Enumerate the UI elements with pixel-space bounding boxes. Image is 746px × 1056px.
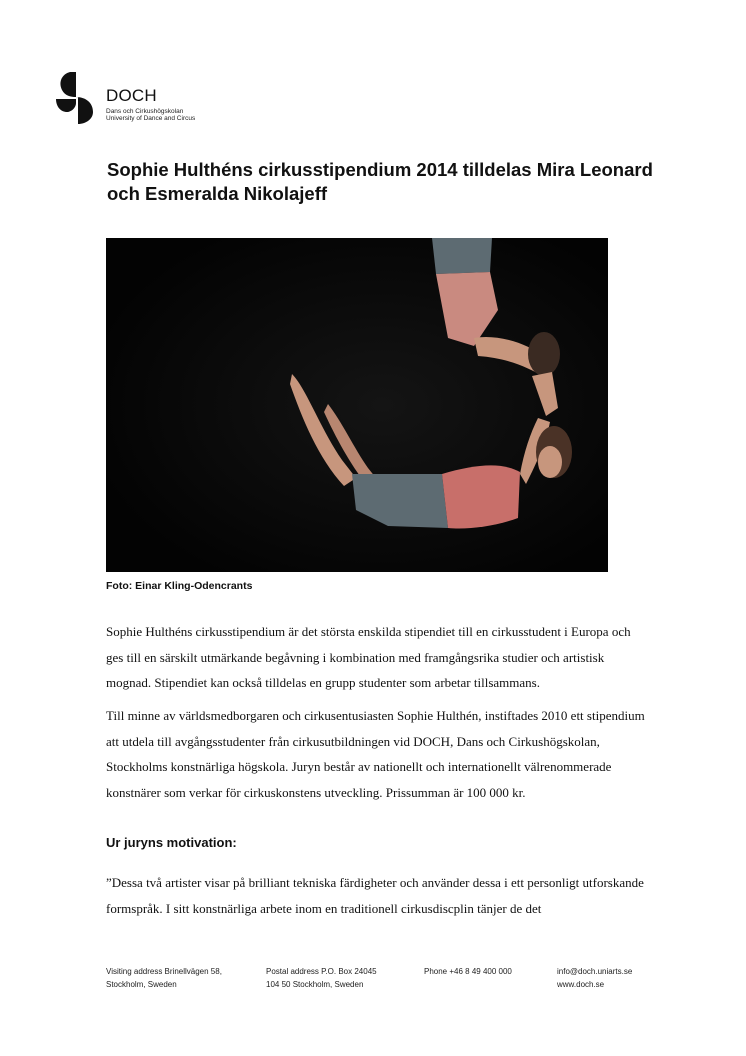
jury-quote: ”Dessa två artister visar på brilliant tekniska färdigheter och använder dessa i ett personligt utforskande formspråk. I sitt konstnärliga arbete inom en traditionell cirkusdiscplin tänjer de det	[106, 875, 644, 916]
logo-subtitle-line-1: Dans och Cirkushögskolan	[106, 108, 184, 115]
lower-flyer-shirt	[442, 465, 520, 528]
footer-visiting-line-1: Visiting address Brinellvägen 58,	[106, 967, 222, 976]
logo-subtitle	[106, 108, 195, 122]
doch-logo	[56, 70, 216, 126]
footer-postal-address	[266, 965, 377, 991]
logo-name: DOCH	[106, 86, 157, 105]
footer-visiting-line-2: Stockholm, Sweden	[106, 980, 177, 989]
page-title: Sophie Hulthéns cirkusstipendium 2014 tilldelas Mira Leonard och Esmeralda Nikolajeff	[107, 159, 653, 204]
footer-postal-line-2: 104 50 Stockholm, Sweden	[266, 980, 364, 989]
upper-flyer-shorts	[432, 238, 492, 274]
doch-logo-icon	[56, 70, 100, 126]
intro-paragraph: Sophie Hulthéns cirkusstipendium är det största enskilda stipendiet till en cirkusstudent i Europa och ges till en särskilt utmärkande begåvning i kombination med framgångsrika studier och artistisk mognad. Stipendiet kan också tilldelas en grupp studenter som arbetar tillsammans.	[106, 624, 631, 690]
logo-subtitle-line-2: University of Dance and Circus	[106, 115, 196, 122]
acrobats-photo	[106, 238, 608, 572]
photo-caption: Foto: Einar Kling-Odencrants	[106, 580, 253, 592]
footer-web-link[interactable]: www.doch.se	[557, 980, 605, 989]
section-heading: Ur juryns motivation:	[106, 835, 237, 850]
footer-postal-line-1: Postal address P.O. Box 24045	[266, 967, 377, 976]
history-paragraph: Till minne av världsmedborgaren och cirkusentusiasten Sophie Hulthén, instiftades 2010 ett stipendium att utdela till avgångsstudenter från cirkusutbildningen vid DOCH, Dans och Cirkushögskolan, Stockholms konstnärliga högskola. Juryn består av nationellt och internationellt välrenommerade konstnärer som verkar för cirkuskonstens utveckling. Prissumman är 100 000 kr.	[106, 708, 645, 800]
footer-visiting-address	[106, 965, 222, 991]
upper-flyer-hair	[528, 332, 560, 376]
footer-email-link[interactable]: info@doch.uniarts.se	[557, 967, 633, 976]
footer-phone	[424, 965, 512, 978]
footer-contact	[557, 965, 632, 991]
footer-phone-text: Phone +46 8 49 400 000	[424, 967, 512, 976]
